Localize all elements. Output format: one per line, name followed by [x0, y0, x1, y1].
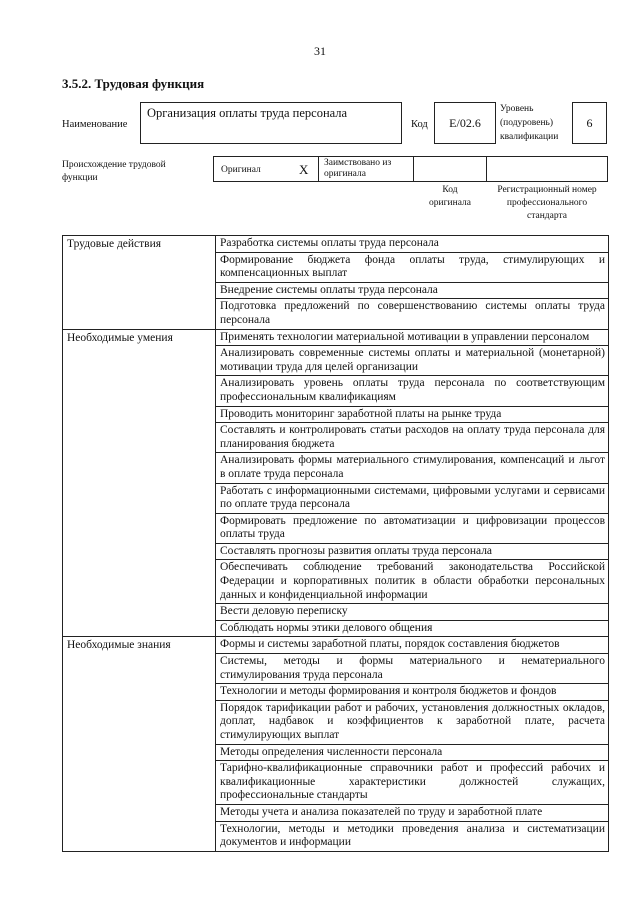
item-cell: Вести деловую переписку [216, 604, 609, 621]
divider [413, 157, 414, 181]
item-cell: Внедрение системы оплаты труда персонала [216, 282, 609, 299]
item-cell: Составлять и контролировать статьи расходов на оплату труда персонала для планирования бюджета [216, 423, 609, 453]
table-row [63, 329, 609, 346]
table-row [63, 236, 609, 253]
item-cell: Анализировать формы материального стимулирования, компенсаций и льгот в оплате труда персонала [216, 453, 609, 483]
reg-caption-line-2: профессионального [506, 198, 588, 208]
origin-label-line-2: функции [62, 173, 98, 183]
item-cell: Составлять прогнозы развития оплаты труда персонала [216, 543, 609, 560]
divider [486, 157, 487, 181]
code-label: Код [411, 119, 428, 130]
code-original-caption [420, 185, 480, 209]
reg-caption-line-3: стандарта [527, 211, 567, 221]
borrowed-label [324, 158, 391, 180]
reg-caption-line-1: Регистрационный номер [497, 185, 597, 195]
category-cell: Необходимые умения [63, 329, 216, 637]
reg-number-caption [486, 185, 608, 222]
divider [318, 157, 319, 181]
table-row [63, 637, 609, 654]
item-cell: Технологии и методы формирования и контроля бюджетов и фондов [216, 684, 609, 701]
item-cell: Порядок тарификации работ и рабочих, установления должностных окладов, доплат, надбавок и коэффициентов к заработной плате, расчета стимулирующих выплат [216, 700, 609, 744]
section-title: 3.5.2. Трудовая функция [62, 76, 205, 91]
item-cell: Подготовка предложений по совершенствованию системы оплаты труда персонала [216, 299, 609, 329]
function-name-value: Организация оплаты труда персонала [140, 102, 402, 144]
origin-label [62, 160, 166, 184]
item-cell: Применять технологии материальной мотивации в управлении персоналом [216, 329, 609, 346]
borrowed-label-line-2: оригинала [324, 169, 366, 179]
borrowed-label-line-1: Заимствовано из [324, 158, 392, 168]
category-cell: Трудовые действия [63, 236, 216, 330]
item-cell: Тарифно-квалификационные справочники работ и профессий рабочих и квалификационные характеристики должностей служащих, профессиональные стандарты [216, 761, 609, 805]
code-caption-line-2: оригинала [429, 198, 471, 208]
item-cell: Формировать предложение по автоматизации и цифровизации процессов оплаты труда [216, 513, 609, 543]
item-cell: Методы учета и анализа показателей по труду и заработной плате [216, 804, 609, 821]
level-label [500, 104, 558, 143]
item-cell: Обеспечивать соблюдение требований законодательства Российской Федерации и корпоративных политик в области обработки персональных данных и конфиденциальной информации [216, 560, 609, 604]
category-cell: Необходимые знания [63, 637, 216, 851]
code-value: E/02.6 [434, 102, 496, 144]
item-cell: Системы, методы и формы материального и нематериального стимулирования труда персонала [216, 654, 609, 684]
level-label-line-2: (подуровень) [500, 118, 554, 128]
item-cell: Методы определения численности персонала [216, 744, 609, 761]
original-label: Оригинал [221, 165, 261, 175]
level-value: 6 [572, 102, 607, 144]
item-cell: Анализировать уровень оплаты труда персонала по соответствующим профессиональным квалификациям [216, 376, 609, 406]
item-cell: Технологии, методы и методики проведения анализа и систематизации документов и информации [216, 821, 609, 851]
level-label-line-1: Уровень [500, 104, 534, 114]
page-number: 31 [314, 44, 326, 58]
code-caption-line-1: Код [442, 185, 458, 195]
item-cell: Формирование бюджета фонда оплаты труда, стимулирующих и компенсационных выплат [216, 252, 609, 282]
origin-table [213, 156, 608, 182]
item-cell: Анализировать современные системы оплаты и материальной (монетарной) мотивации труда для целей организации [216, 346, 609, 376]
item-cell: Проводить мониторинг заработной платы на рынке труда [216, 406, 609, 423]
original-mark: X [299, 162, 309, 177]
name-label: Наименование [62, 119, 128, 130]
function-details-table [62, 235, 609, 852]
item-cell: Разработка системы оплаты труда персонала [216, 236, 609, 253]
item-cell: Формы и системы заработной платы, порядок составления бюджетов [216, 637, 609, 654]
item-cell: Работать с информационными системами, цифровыми услугами и сервисами по оплате труда персонала [216, 483, 609, 513]
level-label-line-3: квалификации [500, 132, 559, 142]
item-cell: Соблюдать нормы этики делового общения [216, 620, 609, 637]
origin-label-line-1: Происхождение трудовой [62, 160, 166, 170]
